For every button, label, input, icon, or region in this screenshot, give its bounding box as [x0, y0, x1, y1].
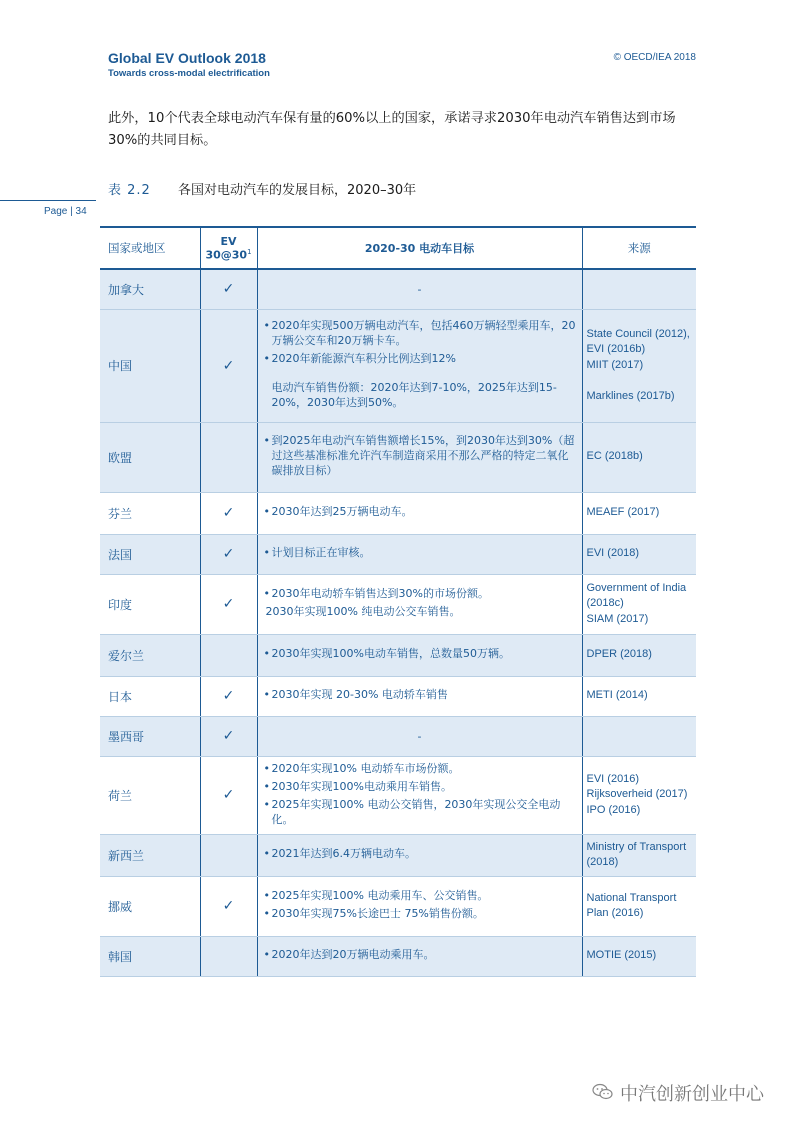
source-cell [582, 716, 696, 756]
source-cell [582, 676, 696, 716]
source-item: State Council (2012), EVI (2016b) [586, 327, 690, 355]
source-item: MEAEF (2017) [586, 506, 660, 519]
country-cell: 挪威 [100, 876, 200, 936]
target-cell [257, 936, 582, 976]
target-item: • 2030年达到25万辆电动车。 [264, 504, 576, 519]
target-list [264, 646, 576, 661]
table-row [100, 834, 696, 876]
source-item: MOTIE (2015) [586, 949, 657, 962]
target-cell [257, 422, 582, 492]
source-cell [582, 834, 696, 876]
target-list [264, 433, 576, 478]
target-list [264, 761, 576, 827]
target-list [264, 846, 576, 861]
target-cell [257, 834, 582, 876]
country-cell: 法国 [100, 534, 200, 574]
table-number: 表 2.2 [108, 183, 151, 198]
target-list [264, 318, 576, 410]
source-cell [582, 534, 696, 574]
country-cell: 欧盟 [100, 422, 200, 492]
table-row [100, 574, 696, 634]
table-row [100, 422, 696, 492]
target-cell [257, 309, 582, 422]
table-row [100, 634, 696, 676]
target-list [264, 687, 576, 702]
target-cell [257, 534, 582, 574]
ev3030-check [200, 834, 257, 876]
table-row [100, 936, 696, 976]
table-caption [108, 179, 416, 198]
source-item: Ministry of Transport (2018) [586, 840, 687, 868]
source-item: MIIT (2017) [586, 358, 644, 371]
target-cell [257, 574, 582, 634]
target-item: • 计划目标正在审核。 [264, 545, 576, 560]
ev3030-check [200, 936, 257, 976]
target-cell [257, 492, 582, 534]
table-header-row [100, 227, 696, 269]
wechat-icon [592, 1083, 614, 1101]
target-item: • 2030年实现100%电动车销售，总数量50万辆。 [264, 646, 576, 661]
source-item: National Transport Plan (2016) [586, 891, 677, 919]
report-subtitle: Towards cross-modal electrification [108, 68, 270, 79]
source-item: IPO (2016) [586, 803, 641, 816]
source-cell [582, 492, 696, 534]
ev3030-check: ✓ [200, 756, 257, 834]
copyright: © OECD/IEA 2018 [613, 52, 696, 63]
ev3030-check: ✓ [200, 309, 257, 422]
target-item: • 2030年实现100%电动乘用车销售。 [264, 779, 576, 794]
target-item: • 2020年达到20万辆电动乘用车。 [264, 947, 576, 962]
target-item: 电动汽车销售份额：2020年达到7-10%，2025年达到15-20%，2030年达到50%。 [271, 381, 557, 409]
country-cell: 荷兰 [100, 756, 200, 834]
source-item: EVI (2018) [586, 547, 640, 560]
source-item: Government of India (2018c) [586, 581, 687, 610]
header-ev3030 [200, 227, 257, 269]
header-country: 国家或地区 [100, 227, 200, 269]
target-item: • 2020年新能源汽车积分比例达到12% [264, 351, 576, 366]
table-row [100, 309, 696, 422]
table-row [100, 676, 696, 716]
table-row [100, 756, 696, 834]
intro-paragraph: 此外，10个代表全球电动汽车保有量的60%以上的国家，承诺寻求2030年电动汽车销售达到市场30%的共同目标。 [108, 111, 676, 148]
target-item: • 2030年电动轿车销售达到30%的市场份额。 [264, 586, 576, 601]
country-cell: 爱尔兰 [100, 634, 200, 676]
source-item: EVI (2016) [586, 772, 640, 785]
table-title: 各国对电动汽车的发展目标，2020–30年 [178, 183, 417, 198]
source-cell [582, 422, 696, 492]
ev-targets-table [100, 226, 696, 977]
header-ev-text: 30@30 [205, 248, 248, 262]
report-title: Global EV Outlook 2018 [108, 50, 266, 66]
page-number: Page | 34 [44, 206, 87, 217]
target-cell: - [257, 269, 582, 309]
table-row [100, 716, 696, 756]
ev3030-check: ✓ [200, 876, 257, 936]
target-item: • 2030年实现 20-30% 电动轿车销售 [264, 687, 576, 702]
country-cell: 日本 [100, 676, 200, 716]
target-list [264, 947, 576, 962]
target-list [264, 888, 576, 921]
target-item: • 2025年实现100% 电动公交销售，2030年实现公交全电动化。 [264, 797, 576, 827]
source-cell [582, 756, 696, 834]
target-list [264, 586, 576, 619]
table-row [100, 876, 696, 936]
ev3030-check: ✓ [200, 269, 257, 309]
source-item: SIAM (2017) [586, 612, 649, 625]
target-item: 2030年实现100% 纯电动公交车销售。 [265, 605, 461, 618]
header-ev-line1: EV [220, 234, 237, 248]
ev3030-check: ✓ [200, 534, 257, 574]
source-item: EC (2018b) [586, 450, 643, 463]
source-cell [582, 574, 696, 634]
source-cell [582, 634, 696, 676]
country-cell: 加拿大 [100, 269, 200, 309]
table-row [100, 534, 696, 574]
table-row [100, 492, 696, 534]
ev3030-check: ✓ [200, 492, 257, 534]
header-target: 2020-30 电动车目标 [257, 227, 582, 269]
target-item: • 到2025年电动汽车销售额增长15%，到2030年达到30%（超过这些基准标准允许汽车制造商采用不那么严格的特定二氧化碳排放目标） [264, 433, 576, 478]
country-cell: 印度 [100, 574, 200, 634]
target-item: • 2021年达到6.4万辆电动车。 [264, 846, 576, 861]
target-cell [257, 676, 582, 716]
source-item: DPER (2018) [586, 648, 652, 661]
target-cell [257, 756, 582, 834]
ev3030-check [200, 634, 257, 676]
source-cell [582, 876, 696, 936]
country-cell: 芬兰 [100, 492, 200, 534]
source-item: Rijksoverheid (2017) [586, 788, 688, 801]
target-list [264, 504, 576, 519]
ev3030-check: ✓ [200, 716, 257, 756]
page-divider [0, 200, 96, 201]
target-item: • 2020年实现10% 电动轿车市场份额。 [264, 761, 576, 776]
source-cell [582, 936, 696, 976]
header-ev-footnote: 1 [247, 247, 252, 256]
ev3030-check: ✓ [200, 574, 257, 634]
ev3030-check [200, 422, 257, 492]
header-source: 来源 [582, 227, 696, 269]
target-list [264, 545, 576, 560]
header-ev-line2 [201, 248, 257, 262]
target-item: • 2025年实现100% 电动乘用车、公交销售。 [264, 888, 576, 903]
country-cell: 中国 [100, 309, 200, 422]
source-item: Marklines (2017b) [586, 390, 675, 402]
ev3030-check: ✓ [200, 676, 257, 716]
table-row [100, 269, 696, 309]
source-cell [582, 309, 696, 422]
target-cell [257, 876, 582, 936]
country-cell: 韩国 [100, 936, 200, 976]
watermark-text: 中汽创新创业中心 [620, 1084, 764, 1105]
country-cell: 新西兰 [100, 834, 200, 876]
target-cell: - [257, 716, 582, 756]
source-cell [582, 269, 696, 309]
target-item: • 2020年实现500万辆电动汽车，包括460万辆轻型乘用车，20万辆公交车和20万辆卡车。 [264, 318, 576, 348]
source-item: METI (2014) [586, 689, 648, 702]
country-cell: 墨西哥 [100, 716, 200, 756]
target-item: • 2030年实现75%长途巴士 75%销售份额。 [264, 906, 576, 921]
target-cell [257, 634, 582, 676]
